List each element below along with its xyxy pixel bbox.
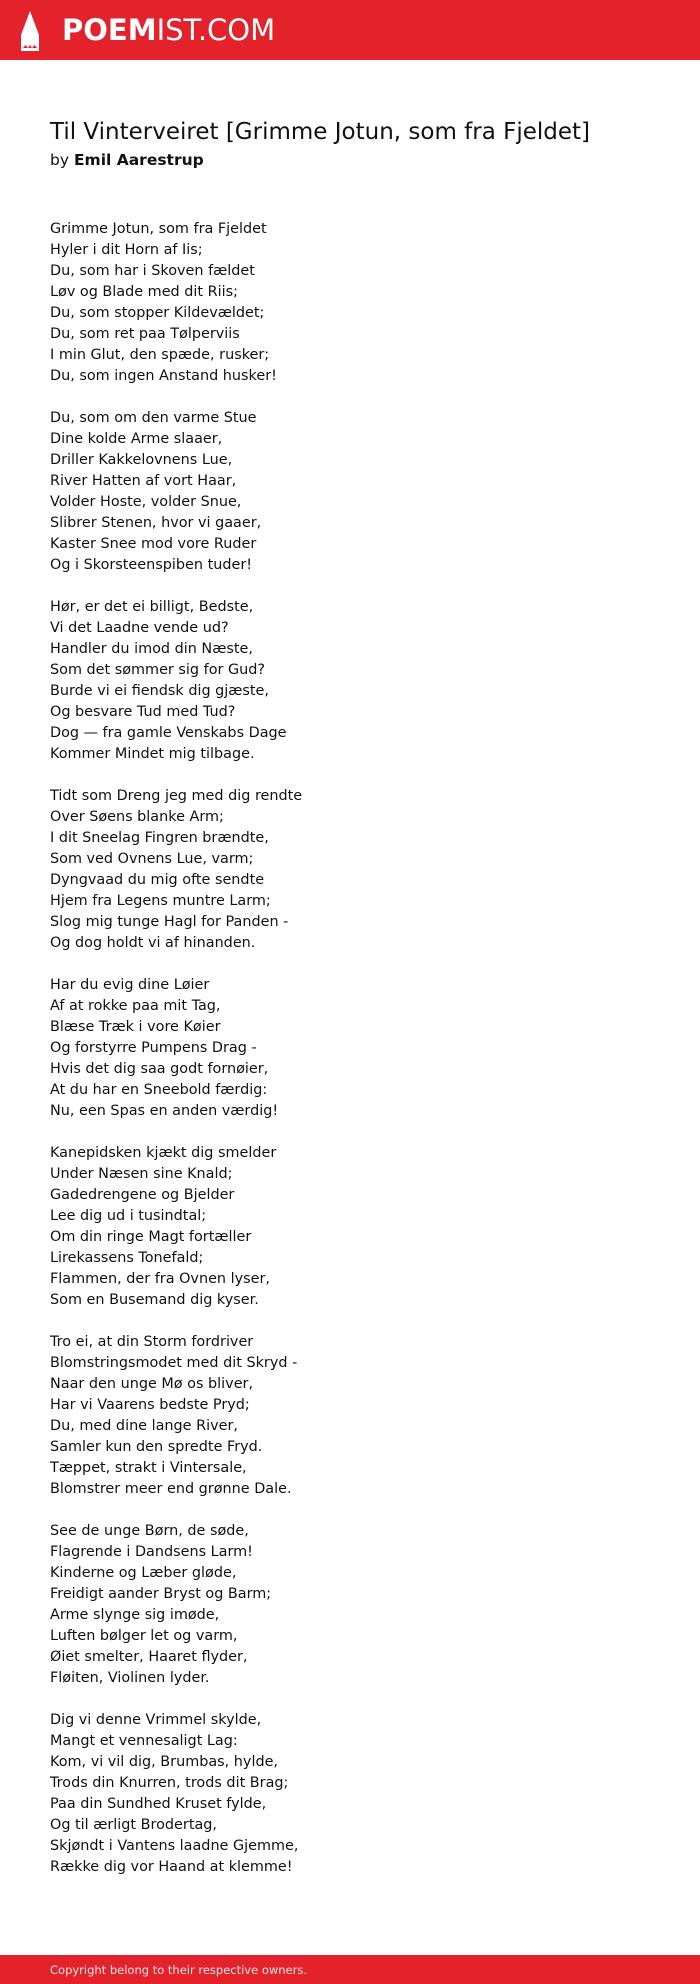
by-label: by bbox=[50, 151, 70, 169]
poem-line: Driller Kakkelovnens Lue, bbox=[50, 452, 233, 468]
byline bbox=[50, 149, 204, 171]
poem-line: Dyngvaad du mig ofte sendte bbox=[50, 872, 265, 888]
poem-line: At du har en Sneebold færdig: bbox=[50, 1082, 268, 1098]
poem-line: Dine kolde Arme slaaer, bbox=[50, 431, 223, 447]
poem-line: Vi det Laadne vende ud? bbox=[50, 620, 229, 636]
poem-line: Om din ringe Magt fortæller bbox=[50, 1229, 252, 1245]
poem-line: Fløiten, Violinen lyder. bbox=[50, 1670, 210, 1686]
poem-line: Samler kun den spredte Fryd. bbox=[50, 1439, 263, 1455]
poem-line: Luften bølger let og varm, bbox=[50, 1628, 238, 1644]
poem-line: Og dog holdt vi af hinanden. bbox=[50, 935, 256, 951]
poem-stanza bbox=[50, 1710, 650, 1878]
poem-line: I dit Sneelag Fingren brændte, bbox=[50, 830, 269, 846]
poem-line: Burde vi ei fiendsk dig gjæste, bbox=[50, 683, 269, 699]
poem-line: Blomstringsmodet med dit Skryd - bbox=[50, 1355, 298, 1371]
poem-stanza bbox=[50, 219, 650, 387]
poem-stanza bbox=[50, 597, 650, 765]
poem-line: Blomstrer meer end grønne Dale. bbox=[50, 1481, 292, 1497]
poem-line: Tro ei, at din Storm fordriver bbox=[50, 1334, 254, 1350]
poem-line: Du, som ret paa Tølperviis bbox=[50, 326, 240, 342]
poem-line: Hjem fra Legens muntre Larm; bbox=[50, 893, 271, 909]
poem-body bbox=[50, 219, 650, 1899]
poem-line: Kommer Mindet mig tilbage. bbox=[50, 746, 255, 762]
poem-line: Dog — fra gamle Venskabs Dage bbox=[50, 725, 287, 741]
poem-line: Kanepidsken kjækt dig smelder bbox=[50, 1145, 277, 1161]
poem-line: Du, som om den varme Stue bbox=[50, 410, 257, 426]
poem-line: Freidigt aander Bryst og Barm; bbox=[50, 1586, 272, 1602]
poem-line: Hør, er det ei billigt, Bedste, bbox=[50, 599, 254, 615]
poem-line: Flammen, der fra Ovnen lyser, bbox=[50, 1271, 270, 1287]
poem-line: Og forstyrre Pumpens Drag - bbox=[50, 1040, 257, 1056]
poem-title: Til Vinterveiret [Grimme Jotun, som fra Fjeldet] bbox=[50, 119, 591, 145]
poem-line: Og til ærligt Brodertag, bbox=[50, 1817, 217, 1833]
poem-line: Af at rokke paa mit Tag, bbox=[50, 998, 221, 1014]
poem-line: Nu, een Spas en anden værdig! bbox=[50, 1103, 279, 1119]
poem-line: Arme slynge sig imøde, bbox=[50, 1607, 220, 1623]
site-logo-link[interactable] bbox=[62, 13, 275, 47]
poem-line: Har du evig dine Løier bbox=[50, 977, 210, 993]
poem-stanza bbox=[50, 1332, 650, 1500]
poem-line: Øiet smelter, Haaret flyder, bbox=[50, 1649, 248, 1665]
poem-line: Har vi Vaarens bedste Pryd; bbox=[50, 1397, 250, 1413]
pen-nib-icon[interactable] bbox=[18, 10, 42, 52]
poem-line: Du, med dine lange River, bbox=[50, 1418, 238, 1434]
poem-line: Kinderne og Læber gløde, bbox=[50, 1565, 237, 1581]
poem-line: Lirekassens Tonefald; bbox=[50, 1250, 204, 1266]
poem-line: Som ved Ovnens Lue, varm; bbox=[50, 851, 254, 867]
poem-line: Under Næsen sine Knald; bbox=[50, 1166, 233, 1182]
poem-line: Over Søens blanke Arm; bbox=[50, 809, 224, 825]
brand-name-light: IST.COM bbox=[156, 13, 276, 47]
poem-line: Handler du imod din Næste, bbox=[50, 641, 253, 657]
poem-line: Hvis det dig saa godt fornøier, bbox=[50, 1061, 269, 1077]
poem-line: I min Glut, den spæde, rusker; bbox=[50, 347, 270, 363]
poem-line: Tæppet, strakt i Vintersale, bbox=[50, 1460, 247, 1476]
poem-line: Slog mig tunge Hagl for Panden - bbox=[50, 914, 289, 930]
poem-line: Skjøndt i Vantens laadne Gjemme, bbox=[50, 1838, 299, 1854]
poem-line: Som en Busemand dig kyser. bbox=[50, 1292, 259, 1308]
poem-stanza bbox=[50, 1143, 650, 1311]
site-footer bbox=[0, 1955, 700, 1984]
poem-stanza bbox=[50, 1521, 650, 1689]
copyright-text: Copyright belong to their respective owners. bbox=[50, 1963, 308, 1977]
poem-line: Naar den unge Mø os bliver, bbox=[50, 1376, 254, 1392]
brand-name-bold: POEM bbox=[62, 13, 157, 47]
poem-line: Og besvare Tud med Tud? bbox=[50, 704, 236, 720]
poem-line: Og i Skorsteenspiben tuder! bbox=[50, 557, 253, 573]
poem-line: Grimme Jotun, som fra Fjeldet bbox=[50, 221, 267, 237]
poem-line: Løv og Blade med dit Riis; bbox=[50, 284, 238, 300]
poem-line: See de unge Børn, de søde, bbox=[50, 1523, 249, 1539]
poem-line: Dig vi denne Vrimmel skylde, bbox=[50, 1712, 262, 1728]
poem-stanza bbox=[50, 408, 650, 576]
author-link[interactable]: Emil Aarestrup bbox=[73, 151, 204, 169]
poem-line: Gadedrengene og Bjelder bbox=[50, 1187, 235, 1203]
poem-line: Du, som ingen Anstand husker! bbox=[50, 368, 277, 384]
poem-line: Mangt et vennesaligt Lag: bbox=[50, 1733, 238, 1749]
poem-line: Kaster Snee mod vore Ruder bbox=[50, 536, 257, 552]
poem-stanza bbox=[50, 975, 650, 1122]
poem-line: Kom, vi vil dig, Brumbas, hylde, bbox=[50, 1754, 279, 1770]
poem-line: Flagrende i Dandsens Larm! bbox=[50, 1544, 253, 1560]
poem-line: Slibrer Stenen, hvor vi gaaer, bbox=[50, 515, 262, 531]
poem-line: Som det sømmer sig for Gud? bbox=[50, 662, 266, 678]
poem-line: Lee dig ud i tusindtal; bbox=[50, 1208, 207, 1224]
poem-line: Række dig vor Haand at klemme! bbox=[50, 1859, 293, 1875]
poem-line: Du, som stopper Kildevældet; bbox=[50, 305, 265, 321]
poem-line: Trods din Knurren, trods dit Brag; bbox=[50, 1775, 289, 1791]
poem-stanza bbox=[50, 786, 650, 954]
poem-line: Tidt som Dreng jeg med dig rendte bbox=[50, 788, 303, 804]
poem-line: Volder Hoste, volder Snue, bbox=[50, 494, 242, 510]
poem-line: River Hatten af vort Haar, bbox=[50, 473, 237, 489]
poem-line: Paa din Sundhed Kruset fylde, bbox=[50, 1796, 267, 1812]
site-header bbox=[0, 0, 700, 60]
poem-line: Blæse Træk i vore Køier bbox=[50, 1019, 221, 1035]
poem-line: Du, som har i Skoven fældet bbox=[50, 263, 255, 279]
poem-line: Hyler i dit Horn af Iis; bbox=[50, 242, 203, 258]
